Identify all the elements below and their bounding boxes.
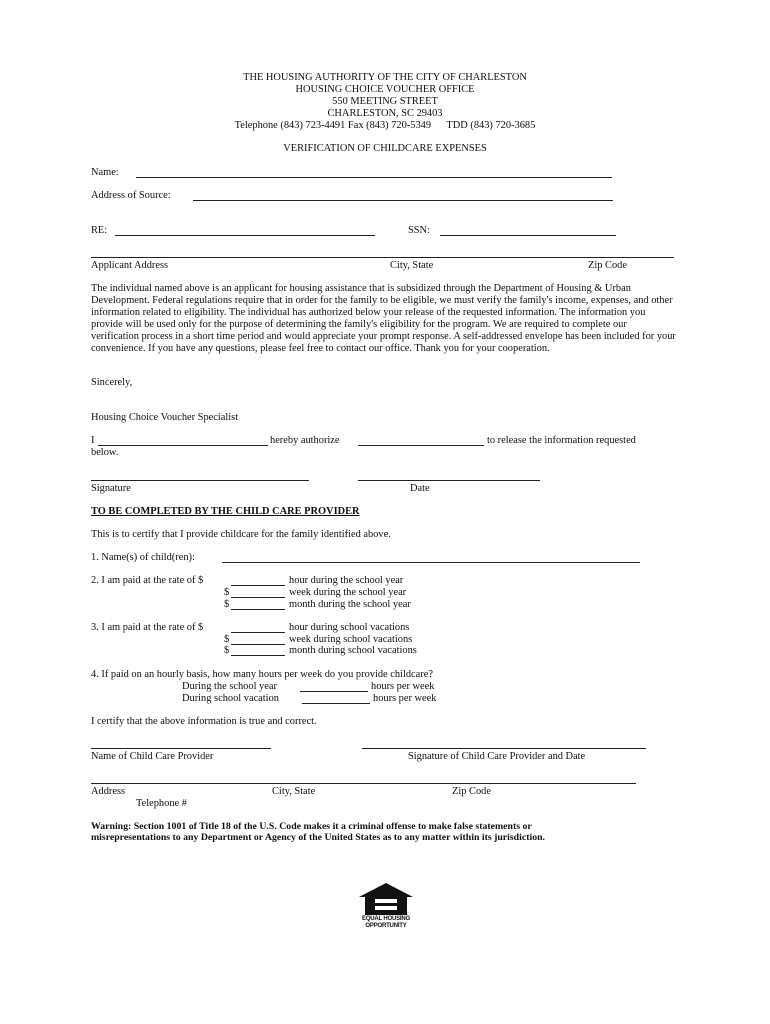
q2-week-text: week during the school year xyxy=(289,587,407,598)
q2-dollar-month: $ xyxy=(224,599,230,610)
applicant-zip-label: Zip Code xyxy=(588,260,627,271)
signature-label: Signature xyxy=(91,483,131,494)
provider-name-field[interactable] xyxy=(91,748,271,749)
q3-month-text: month during school vacations xyxy=(289,645,417,656)
q2-month-rate-field[interactable] xyxy=(231,609,285,610)
address-source-field[interactable] xyxy=(193,200,613,201)
q4-label: 4. If paid on an hourly basis, how many hours per week do you provide childcare? xyxy=(91,669,433,680)
q3-month-rate-field[interactable] xyxy=(231,655,285,656)
header-line-4: CHARLESTON, SC 29403 xyxy=(327,108,443,119)
logo-text-line-1: EQUAL HOUSING xyxy=(362,916,410,922)
authorize-source-field[interactable] xyxy=(358,445,484,446)
header-line-2: HOUSING CHOICE VOUCHER OFFICE xyxy=(295,84,475,95)
q4-vacation-label: During school vacation xyxy=(182,693,279,704)
q3-dollar-week: $ xyxy=(224,634,230,645)
authorize-below: below. xyxy=(91,447,119,458)
applicant-address-label: Applicant Address xyxy=(91,260,169,271)
date-field[interactable] xyxy=(358,480,540,481)
authorize-name-field[interactable] xyxy=(98,445,268,446)
q2-dollar-week: $ xyxy=(224,587,230,598)
warning-line-1: Warning: Section 1001 of Title 18 of the U.S. Code makes it a criminal offense to make false statements or xyxy=(91,821,532,832)
equal-housing-house-icon xyxy=(356,882,416,916)
applicant-city-state-label: City, State xyxy=(390,260,434,271)
q3-hour-rate-field[interactable] xyxy=(231,632,285,633)
authorize-prefix: I xyxy=(91,435,95,446)
re-label: RE: xyxy=(91,225,108,236)
name-label: Name: xyxy=(91,167,119,178)
specialist-title: Housing Choice Voucher Specialist xyxy=(91,412,239,423)
q3-label: 3. I am paid at the rate of $ xyxy=(91,622,204,633)
date-label: Date xyxy=(410,483,430,494)
ssn-label: SSN: xyxy=(408,225,430,236)
q4-school-year-label: During the school year xyxy=(182,681,277,692)
logo-text-line-2: OPPORTUNITY xyxy=(365,923,407,929)
provider-zip-label: Zip Code xyxy=(452,786,491,797)
q3-week-text: week during school vacations xyxy=(289,634,413,645)
q2-hour-rate-field[interactable] xyxy=(231,585,285,586)
header-line-1: THE HOUSING AUTHORITY OF THE CITY OF CHARLESTON xyxy=(243,72,527,83)
q3-hour-text: hour during school vacations xyxy=(289,622,410,633)
address-source-label: Address of Source: xyxy=(91,190,171,201)
q4-school-year-hours-field[interactable] xyxy=(300,691,368,692)
provider-signature-field[interactable] xyxy=(362,748,646,749)
certify-true-text: I certify that the above information is true and correct. xyxy=(91,716,317,727)
q2-month-text: month during the school year xyxy=(289,599,411,610)
header-line-5: Telephone (843) 723-4491 Fax (843) 720-5349 TDD (843) 720-3685 xyxy=(234,120,536,131)
re-field[interactable] xyxy=(115,235,375,236)
q3-dollar-month: $ xyxy=(224,645,230,656)
provider-name-label: Name of Child Care Provider xyxy=(91,751,214,762)
name-field[interactable] xyxy=(136,177,612,178)
children-names-field[interactable] xyxy=(222,562,640,563)
q2-label: 2. I am paid at the rate of $ xyxy=(91,575,204,586)
q3-week-rate-field[interactable] xyxy=(231,644,285,645)
q4-school-year-hours-text: hours per week xyxy=(371,681,435,692)
q4-vacation-hours-text: hours per week xyxy=(373,693,437,704)
provider-address-label: Address xyxy=(91,786,126,797)
q1-label: 1. Name(s) of child(ren): xyxy=(91,552,195,563)
sincerely-text: Sincerely, xyxy=(91,377,133,388)
provider-signature-label: Signature of Child Care Provider and Date xyxy=(408,751,586,762)
q2-hour-text: hour during the school year xyxy=(289,575,404,586)
q2-week-rate-field[interactable] xyxy=(231,597,285,598)
q4-vacation-hours-field[interactable] xyxy=(302,703,370,704)
form-title: VERIFICATION OF CHILDCARE EXPENSES xyxy=(283,143,487,154)
authorize-suffix: to release the information requested xyxy=(487,435,636,446)
warning-line-2: misrepresentations to any Department or Agency of the United States as to any matter within its jurisdiction. xyxy=(91,832,545,843)
applicant-address-field[interactable] xyxy=(91,257,674,258)
authorize-middle: hereby authorize xyxy=(270,435,340,446)
body-paragraph: The individual named above is an applicant for housing assistance that is subsidized through the Department of Housing & Urban Development. Federal regulations require that in order for the family to be eligible, we must verify the family's income, expenses, and other information related to eligibility. The individual has authorized below your release of the requested information. The information you provide will be used only for the purpose of determining the family's eligibility for the program. We are required to complete our verification process in a short time period and would appreciate your prompt response. A self-addressed envelope has been included for your convenience. If you have any questions, please feel free to contact our office. Thank you for your cooperation. xyxy=(91,283,676,354)
ssn-field[interactable] xyxy=(440,235,616,236)
provider-address-field[interactable] xyxy=(91,783,636,784)
provider-section-heading: TO BE COMPLETED BY THE CHILD CARE PROVIDER xyxy=(91,506,360,517)
provider-city-state-label: City, State xyxy=(272,786,316,797)
equal-housing-logo xyxy=(356,882,416,932)
provider-telephone-label: Telephone # xyxy=(136,798,187,809)
signature-field[interactable] xyxy=(91,480,309,481)
header-line-3: 550 MEETING STREET xyxy=(332,96,438,107)
provider-certify-intro: This is to certify that I provide childcare for the family identified above. xyxy=(91,529,391,540)
